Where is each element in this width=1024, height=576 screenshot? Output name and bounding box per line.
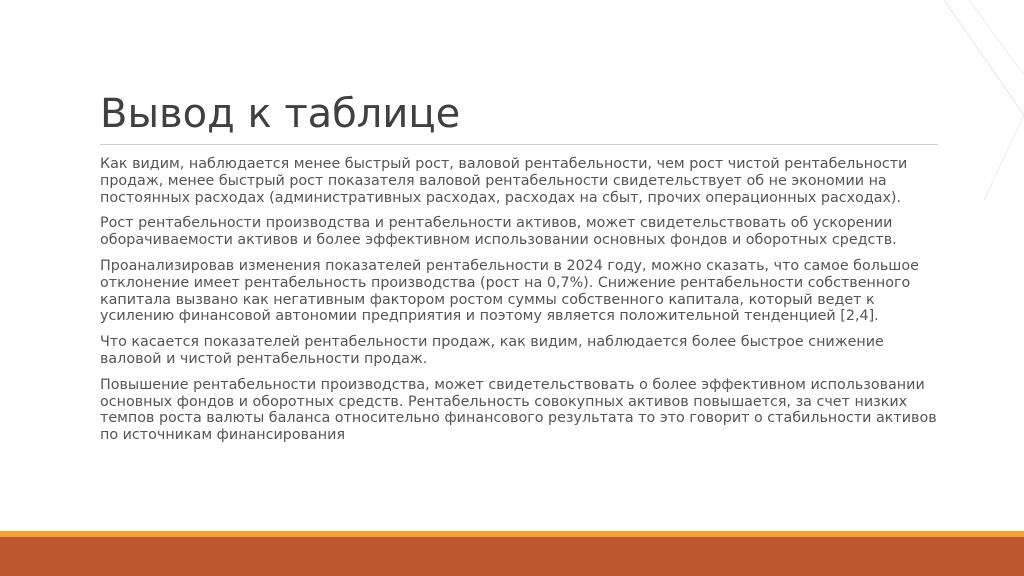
corner-line (984, 115, 1024, 200)
body-paragraph: Повышение рентабельности производства, может свидетельствовать о более эффективном использовании основных фондов и оборотных средств. Рентабельность совокупных активов повышается, за счет низких темпов роста валюты баланса относительно финансового результата то это говорит о стабильности активов по источникам финансирования (100, 376, 937, 444)
slide-body (100, 156, 948, 453)
slide-title: Вывод к таблице (100, 91, 461, 137)
title-divider (100, 144, 938, 145)
body-paragraph: Проанализировав изменения показателей рентабельности в 2024 году, можно сказать, что самое большое отклонение имеет рентабельность производства (рост на 0,7%). Снижение рентабельности собственного капитала вызвано как негативным фактором ростом суммы собственного капитала, который ведет к усилению финансовой автономии предприятия и поэтому является положительной тенденцией [2,4]. (100, 257, 919, 325)
body-paragraph: Как видим, наблюдается менее быстрый рост, валовой рентабельности, чем рост чистой рентабельности продаж, менее быстрый рост показателя валовой рентабельности свидетельствует об не экономии на постоянных расходах (административных расходах, расходах на сбыт, прочих операционных расходах). (100, 156, 908, 206)
corner-line (944, 0, 1024, 115)
body-paragraph: Рост рентабельности производства и рентабельности активов, может свидетельствовать об ускорении оборачиваемости активов и более эффективном использовании основных фондов и оборотных средств. (100, 215, 897, 249)
footer-band (0, 537, 1024, 576)
body-paragraph: Что касается показателей рентабельности продаж, как видим, наблюдается более быстрое снижение валовой и чистой рентабельности продаж. (100, 334, 884, 367)
corner-line (969, 0, 1024, 75)
